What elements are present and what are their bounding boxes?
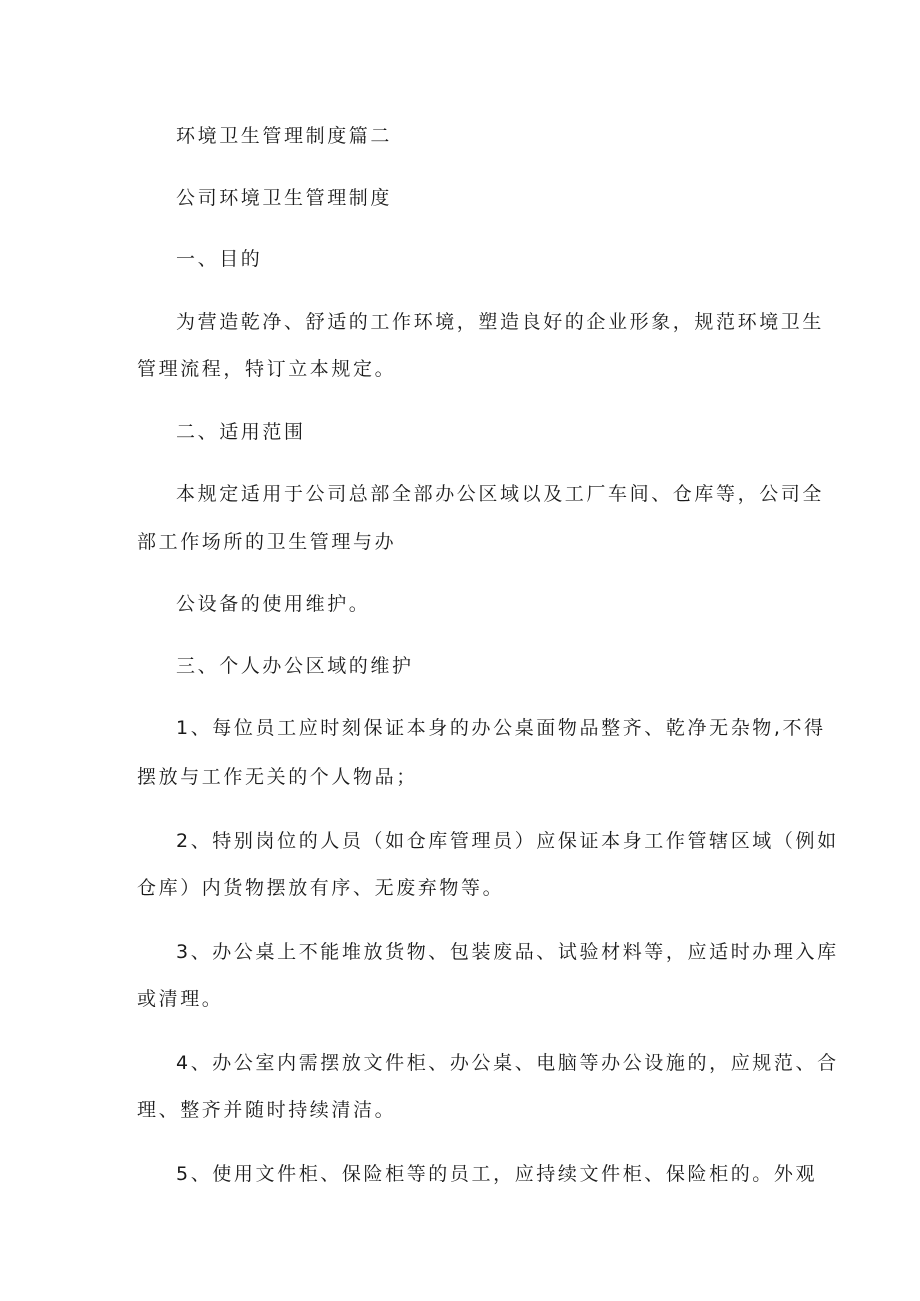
list-item-line: 摆放与工作无关的个人物品； (137, 766, 418, 788)
list-item-line: 仓库）内货物摆放有序、无废弃物等。 (137, 877, 505, 899)
document-title: 公司环境卫生管理制度 (176, 187, 393, 209)
section3-heading: 三、个人办公区域的维护 (176, 655, 414, 677)
section1-paragraph-line: 为营造乾净、舒适的工作环境，塑造良好的企业形象，规范环境卫生 (176, 311, 825, 333)
list-item-line: 1、每位员工应时刻保证本身的办公桌面物品整齐、乾净无杂物,不得 (176, 717, 826, 739)
document-heading: 环境卫生管理制度篇二 (176, 125, 393, 147)
list-item-line: 5、使用文件柜、保险柜等的员工，应持续文件柜、保险柜的。外观 (176, 1163, 818, 1185)
section2-paragraph-line: 部工作场所的卫生管理与办 (137, 531, 397, 553)
section2-heading: 二、适用范围 (176, 421, 306, 443)
list-item-line: 理、整齐并随时持续清洁。 (137, 1099, 397, 1121)
section1-heading: 一、目的 (176, 248, 263, 270)
section1-paragraph-line: 管理流程，特订立本规定。 (137, 358, 397, 380)
list-item-line: 或清理。 (137, 988, 224, 1010)
list-item-line: 4、办公室内需摆放文件柜、办公桌、电脑等办公设施的，应规范、合 (176, 1052, 839, 1074)
section2-paragraph-line: 公设备的使用维护。 (176, 593, 371, 615)
list-item-line: 3、办公桌上不能堆放货物、包装废品、试验材料等，应适时办理入库 (176, 941, 839, 963)
list-item-line: 2、特别岗位的人员（如仓库管理员）应保证本身工作管辖区域（例如 (176, 830, 839, 852)
section2-paragraph-line: 本规定适用于公司总部全部办公区域以及工厂车间、仓库等，公司全 (176, 483, 825, 505)
